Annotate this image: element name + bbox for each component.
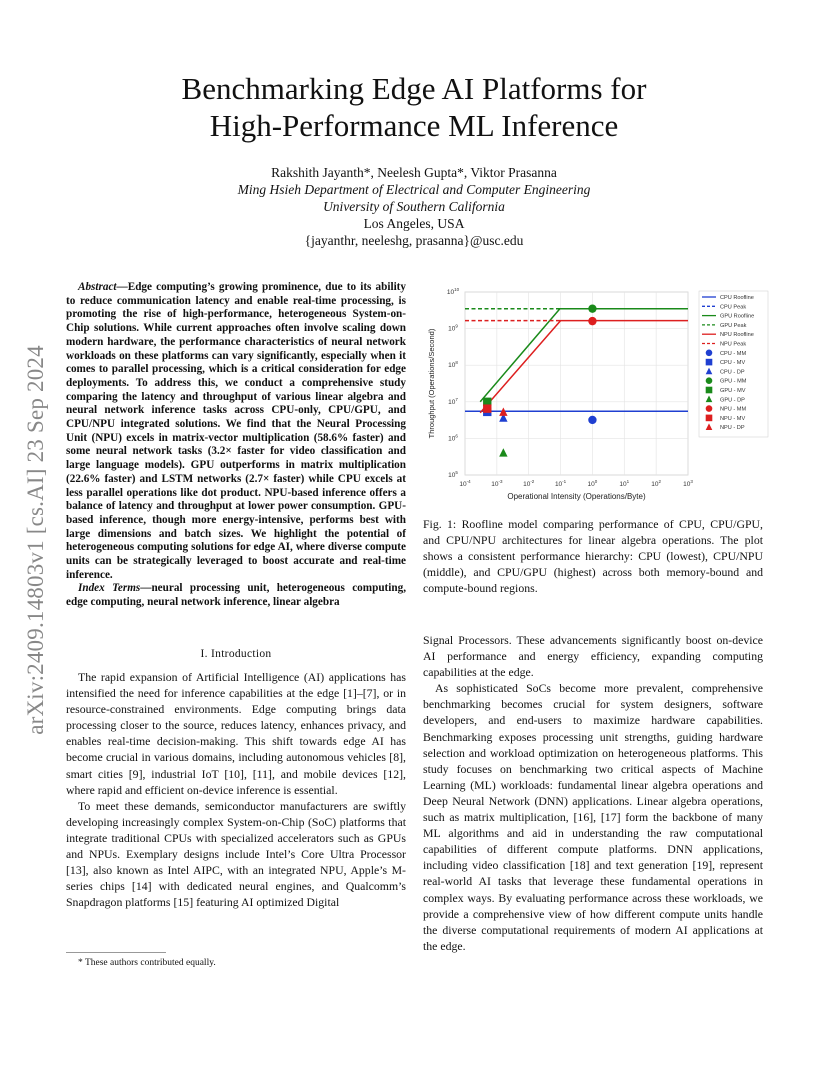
- title-line-2: High-Performance ML Inference: [209, 108, 619, 143]
- tick-exponent: 1: [626, 479, 630, 484]
- legend-label: GPU - MV: [720, 388, 746, 394]
- introduction-body: [66, 669, 406, 910]
- body-paragraph: Signal Processors. These advancements significantly boost on-device AI performance and energy efficiency, expanding computing capabilities at the edge.: [423, 633, 763, 680]
- x-tick-label: $10^{-2}$: [523, 479, 535, 488]
- y-axis-label: Throughput (Operations/Second): [427, 328, 436, 439]
- legend-marker: [706, 415, 713, 422]
- legend-marker: [706, 359, 713, 366]
- legend-marker: [706, 377, 713, 384]
- figure-caption: Fig. 1: Roofline model comparing performance of CPU, CPU/GPU, and CPU/NPU architectures for linear algebra operations. The plot shows a consistent performance hierarchy: CPU (lowest), CPU/NPU (middle), and CPU/GPU (highest) across both memory-bound and compute-bound regions.: [423, 517, 763, 596]
- data-point-npu-mm: [588, 317, 596, 325]
- legend-label: NPU - DP: [720, 425, 745, 432]
- legend-marker: [706, 350, 713, 357]
- legend-label: NPU - MM: [720, 406, 747, 413]
- data-point-gpu-mm: [588, 304, 596, 312]
- x-tick-label: $10^3$: [683, 479, 693, 488]
- tick-exponent: -2: [530, 479, 535, 484]
- footnote-divider: [66, 952, 166, 953]
- section-heading-introduction: I. Introduction: [200, 648, 272, 660]
- legend-label: GPU - MM: [720, 378, 747, 385]
- legend-label: CPU - DP: [720, 369, 745, 376]
- y-tick-label: $10^9$: [448, 323, 458, 333]
- legend-label: CPU Peak: [720, 304, 747, 311]
- affiliation-department: Ming Hsieh Department of Electrical and Computer Engineering: [237, 182, 591, 197]
- tick-exponent: -4: [466, 479, 471, 484]
- tick-exponent: 0: [594, 479, 598, 484]
- x-tick-label: $10^0$: [587, 479, 598, 488]
- x-tick-label: $10^{-4}$: [459, 479, 471, 488]
- paper-title: [80, 70, 748, 144]
- data-point-cpu-mm: [588, 416, 596, 424]
- abstract: [66, 281, 406, 610]
- legend-label: NPU Roofline: [720, 332, 754, 339]
- affiliation-location: Los Angeles, USA: [363, 216, 465, 231]
- body-paragraph: As sophisticated SoCs become more prevalent, comprehensive benchmarking becomes crucial for system designers, software developers, and end-users to maximize hardware capabilities. Benchmarking exposes processing unit strengths, guiding hardware selection and workload optimization on heterogeneous platforms. This study focuses on benchmarking two critical aspects of Machine Learning (ML) workloads: fundamental linear algebra operations and Deep Neural Network (DNN) applications. Linear algebra operations, such as matrix multiplication, [16], [17] form the backbone of many ML algorithms and aid in understanding the raw computational capabilities of different compute platforms. DNN applications, including video classification [18] and text generation [19], represent real-world AI tasks that leverage these fundamental operations in complex ways. By evaluating performance across these workloads, we provide a comprehensive view of how different compute units handle the diverse computational requirements of modern AI applications at the edge.: [423, 681, 763, 953]
- y-tick-label: $10^5$: [448, 470, 458, 479]
- legend-label: GPU - DP: [720, 397, 745, 404]
- x-tick-label: $10^2$: [651, 479, 662, 488]
- plot-area: [427, 287, 693, 501]
- legend-marker: [706, 405, 713, 412]
- tick-exponent: -1: [562, 479, 567, 484]
- arxiv-stamp: arXiv:2409.14803v1 [cs.AI] 23 Sep 2024: [23, 345, 48, 735]
- data-point-npu-mv: [483, 404, 491, 412]
- author-names: Rakshith Jayanth*, Neelesh Gupta*, Viktor Prasanna: [271, 165, 557, 180]
- tick-exponent: 10: [454, 287, 460, 292]
- abstract-text: —Edge computing’s growing prominence, due to its ability to reduce communication latency and enable real-time processing, is promoting the rise of high-performance, heterogeneous System-on-Chip solutions. While current approaches often involve scaling down modern hardware, the performance characteristics of neural network workloads on these platforms can vary significantly, especially when it comes to parallel processing, which is a critical consideration for edge deployments. To address this, we conduct a comprehensive study comparing the latency and throughput of various linear algebra and neural network inference tasks across CPU-only, CPU/GPU, and CPU/NPU integrated solutions. We find that the Neural Processing Unit (NPU) excels in matrix-vector multiplication (58.6% faster) and some neural network tasks (3.2× faster for video classification and large language models). GPU outperforms in matrix multiplication (22.6% faster) and LSTM networks (2.7× faster) while CPU excels at less parallel operations like dot product. NPU-based inference offers a balance of latency and throughput at lower power consumption. GPU-based inference, though more energy-intensive, performs best with large dimensions and batch sizes. We highlight the potential of heterogeneous computing solutions for edge AI, where diverse compute units can be strategically leveraged to boost accurate and real-time inference.: [66, 281, 406, 581]
- tick-exponent: 6: [455, 433, 458, 439]
- y-tick-label: $10^8$: [448, 360, 458, 370]
- chart-legend: [699, 291, 768, 437]
- tick-exponent: 9: [455, 323, 458, 329]
- tick-exponent: 2: [658, 479, 662, 484]
- footnote: * These authors contributed equally.: [78, 958, 216, 968]
- affiliation-university: University of Southern California: [323, 199, 505, 214]
- tick-exponent: 3: [690, 479, 693, 484]
- plot-frame: [465, 292, 688, 475]
- legend-label: CPU - MV: [720, 360, 746, 367]
- roofline-chart: [420, 285, 770, 510]
- x-tick-label: $10^{-1}$: [554, 479, 567, 488]
- legend-label: NPU Peak: [720, 341, 747, 348]
- y-tick-label: $10^6$: [448, 433, 458, 443]
- right-column-body: [423, 632, 763, 954]
- x-tick-label: $10^{-3}$: [491, 479, 503, 488]
- index-terms-text: —neural processing unit, heterogeneous computing, edge computing, neural network inference, linear algebra: [66, 582, 406, 609]
- legend-label: CPU Roofline: [720, 295, 754, 301]
- index-terms-heading: Index Terms: [78, 582, 141, 595]
- legend-marker: [706, 387, 713, 394]
- abstract-heading: Abstract: [78, 281, 117, 293]
- legend-label: CPU - MM: [720, 350, 747, 357]
- tick-exponent: 7: [455, 396, 458, 402]
- tick-exponent: 8: [455, 360, 458, 366]
- legend-label: NPU - MV: [720, 415, 746, 422]
- legend-label: GPU Peak: [720, 322, 747, 329]
- y-tick-label: $10^7$: [448, 396, 458, 406]
- intro-paragraph: To meet these demands, semiconductor manufacturers are swiftly developing increasingly complex System-on-Chip (SoC) platforms that integrate traditional CPUs with specialized accelerators such as GPUs and NPUs. Exemplary designs include Intel’s Core Ultra Processor [13], also known as Intel AIPC, with an integrated NPU, Apple’s M-series chips [14] with dedicated neural engines, and Qualcomm’s Snapdragon platforms [15] featuring AI optimized Digital: [66, 798, 406, 910]
- x-axis-label: Operational Intensity (Operations/Byte): [507, 492, 646, 501]
- y-tick-label: $10^{10}$: [446, 287, 460, 296]
- legend-label: GPU Roofline: [720, 313, 755, 320]
- author-block: [80, 164, 748, 249]
- x-tick-label: $10^1$: [619, 479, 630, 488]
- tick-exponent: -3: [498, 479, 503, 484]
- author-emails: {jayanthr, neeleshg, prasanna}@usc.edu: [304, 233, 524, 248]
- tick-exponent: 5: [455, 470, 458, 475]
- title-line-1: Benchmarking Edge AI Platforms for: [181, 71, 647, 106]
- intro-paragraph: The rapid expansion of Artificial Intelligence (AI) applications has intensified the need for inference capabilities at the edge [1]–[7], or in resource-constrained environments. Edge computing brings data processing closer to the source, reduces latency, enhances privacy, and enables real-time decision-making. This shift towards edge AI has become crucial in various domains, including autonomous vehicles [8], smart cities [9], industrial IoT [10], [11], and mobile devices [12], where rapid and efficient on-device inference is essential.: [66, 670, 406, 797]
